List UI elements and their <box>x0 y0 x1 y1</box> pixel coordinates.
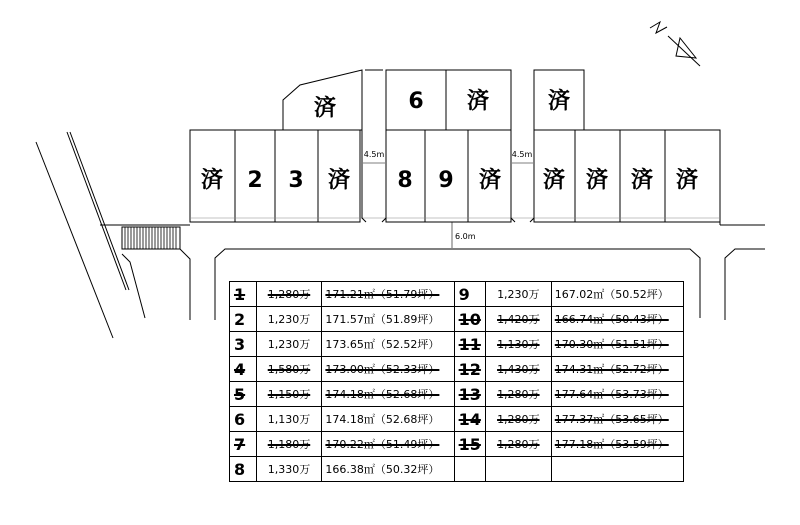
lot-number: 10 <box>454 307 485 332</box>
lot-label: 済 <box>478 168 502 193</box>
lot-number: 2 <box>230 307 257 332</box>
lot-price <box>485 457 551 482</box>
lot-label: 済 <box>675 168 699 193</box>
lot-area: 170.22㎡（51.49坪） <box>322 432 454 457</box>
lot-price: 1,280万 <box>485 432 551 457</box>
lot-price: 1,180万 <box>256 432 322 457</box>
lot-area: 166.74㎡（50.43坪） <box>551 307 683 332</box>
left-street <box>36 132 129 338</box>
table-row <box>230 382 684 407</box>
lot-label: 済 <box>630 168 654 193</box>
passage-right <box>511 70 534 222</box>
lot-label: 済 <box>466 89 490 114</box>
lot-number: 1 <box>230 282 257 307</box>
lot-price: 1,330万 <box>256 457 322 482</box>
lot-area: 177.18㎡（53.59坪） <box>551 432 683 457</box>
north-arrow-icon <box>650 22 700 66</box>
lot-area: 171.57㎡（51.89坪） <box>322 307 454 332</box>
lot-number: 3 <box>230 332 257 357</box>
lot-area: 177.64㎡（53.73坪） <box>551 382 683 407</box>
lot-price: 1,230万 <box>256 332 322 357</box>
lot-label: 2 <box>247 168 263 193</box>
lot-price: 1,430万 <box>485 357 551 382</box>
lot-number: 15 <box>454 432 485 457</box>
lot-area: 170.30㎡（51.51坪） <box>551 332 683 357</box>
lot-label: 6 <box>408 89 424 114</box>
lot-label: 済 <box>200 168 224 193</box>
lot-area: 173.65㎡（52.52坪） <box>322 332 454 357</box>
lot-number: 7 <box>230 432 257 457</box>
lot-number: 13 <box>454 382 485 407</box>
lot-area: 177.37㎡（53.65坪） <box>551 407 683 432</box>
road-width-label: 6.0m <box>455 232 476 241</box>
lot-area: 166.38㎡（50.32坪） <box>322 457 454 482</box>
lot-price: 1,420万 <box>485 307 551 332</box>
lot-price: 1,230万 <box>256 307 322 332</box>
lot-area: 171.21㎡（51.79坪） <box>322 282 454 307</box>
lot-number: 14 <box>454 407 485 432</box>
table-row <box>230 457 684 482</box>
lot-number: 11 <box>454 332 485 357</box>
lot-label: 済 <box>547 89 571 114</box>
lot-label: 9 <box>438 168 454 193</box>
passage-width-label: 4.5m <box>511 150 533 159</box>
lot-price: 1,130万 <box>485 332 551 357</box>
lot-number: 6 <box>230 407 257 432</box>
passage-width-label: 4.5m <box>363 150 385 159</box>
lot-label: 済 <box>542 168 566 193</box>
table-row <box>230 407 684 432</box>
lot-area <box>551 457 683 482</box>
lot-number: 9 <box>454 282 485 307</box>
lot-area: 174.18㎡（52.68坪） <box>322 407 454 432</box>
lot-price-table <box>229 281 684 482</box>
lot-label: 済 <box>313 96 337 121</box>
lot-label: 済 <box>585 168 609 193</box>
drain-grate <box>125 227 176 249</box>
lot-price: 1,280万 <box>256 282 322 307</box>
lot-area: 173.00㎡（52.33坪） <box>322 357 454 382</box>
lot-price: 1,230万 <box>485 282 551 307</box>
lot-price: 1,580万 <box>256 357 322 382</box>
lot-area: 167.02㎡（50.52坪） <box>551 282 683 307</box>
lot-number: 5 <box>230 382 257 407</box>
table-row <box>230 307 684 332</box>
table-row <box>230 332 684 357</box>
table-row <box>230 432 684 457</box>
lot-number: 12 <box>454 357 485 382</box>
lot-number: 4 <box>230 357 257 382</box>
lot-price: 1,280万 <box>485 382 551 407</box>
lot-price: 1,280万 <box>485 407 551 432</box>
passage-left <box>362 70 386 222</box>
lot-number <box>454 457 485 482</box>
lot-price: 1,130万 <box>256 407 322 432</box>
lot-number: 8 <box>230 457 257 482</box>
lot-area: 174.18㎡（52.68坪） <box>322 382 454 407</box>
lot-price: 1,150万 <box>256 382 322 407</box>
lot-label: 済 <box>327 168 351 193</box>
table-row <box>230 357 684 382</box>
lot-label: 8 <box>397 168 413 193</box>
lot-label: 3 <box>288 168 304 193</box>
lot-area: 174.31㎡（52.72坪） <box>551 357 683 382</box>
table-row <box>230 282 684 307</box>
